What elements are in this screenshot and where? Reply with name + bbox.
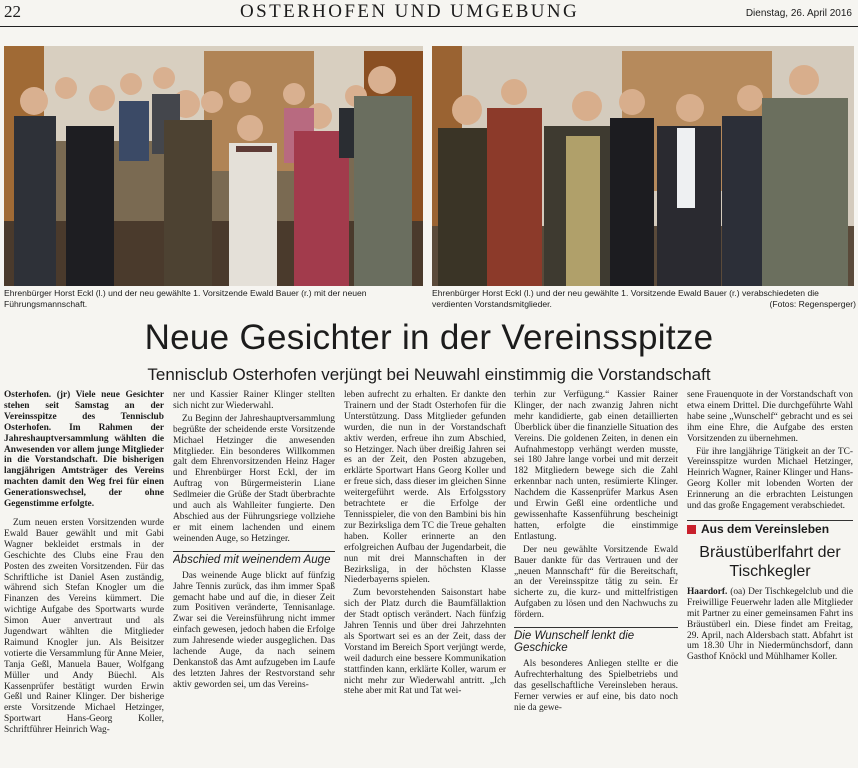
article-column xyxy=(344,390,506,768)
sidebar-header xyxy=(687,520,853,535)
paragraph: Der neu gewählte Vorsitzende Ewald Bauer dankte für das Vertrauen und der „neuen Mannschaft“ für die Bereitschaft, an der Vereinsspitze tätig zu sein. Er sicherte zu, die kurz- und mittelfristigen Aufgaben zu lösen und den Nachwuchs zu fördern. xyxy=(514,544,678,621)
sidebar-text: Haardorf. (oa) Der Tischkegelclub und die Freiwillige Feuerwehr laden alle Mitglieder mit Partner zu einer gemeinsamen Fahrt ins Bräustüberl ein. Diese findet am Freitag, 29. April, nach Aldersbach statt. Abfahrt ist um 18.30 Uhr in Niedermünchsdorf, dann Gasthof Knöckl und Mühlhamer Koller. xyxy=(687,586,853,663)
photo-credit: (Fotos: Regensperger) xyxy=(769,299,856,309)
paragraph: leben aufrecht zu erhalten. Er dankte den Trainern und der Stadt Osterhofen für die Unterstützung. Dass Mitglieder gefunden wurden, die nun in der Vorstandschaft aktiv werden, erfreue ihn zum Abschied, so Hetzinger. Nach über dreißig Jahren sei es an der Zeit, den Posten abzugeben, erklärte Sportwart Hans Georg Koller und er freue sich, dass dieser im gleichen Sinne weitergeführt werde. Als Erfolgsstory betrachtete er die Erfolge der Tennisspieler, die von den Bambini bis hin zur Bezirksliga dem TC die Treue gehalten haben. Koller erinnerte an den erfolgreichen Aufbau der Jugendarbeit, die nun mit drei Mannschaften in der Bezirksliga, in der höchsten Klasse Niederbayerns spielen. xyxy=(344,390,506,586)
paragraph: Das weinende Auge blickt auf fünfzig Jahre Tennis zurück, das ihm immer Spaß gemacht habe und auf die, in dieser Zeit zum Positiven veränderte, Tennisanlage. Zwar sei die Vereinsführung nicht immer einfach gewesen, jedoch haben die Erfolge zum Jahresende wieder ausgeglichen. Das lachende Auge, da nach seinem Denkanstoß das Amt aufzugeben im Laufe des letzten Jahres der Restvorstand sehr aktiv geworden sei, um das Vereins- xyxy=(173,570,335,690)
article-headline: Neue Gesichter in der Vereinsspitze xyxy=(144,318,714,357)
paragraph: sene Frauenquote in der Vorstandschaft von etwa einem Drittel. Die durchgeführte Wahl habe seine „Wunschelf“ gebracht und es sei ihm eine Ehre, die Aufgabe des ersten Vorsitzenden zu übernehmen. xyxy=(687,390,853,444)
issue-date: Dienstag, 26. April 2016 xyxy=(745,8,852,19)
article-subheadline: Tennisclub Osterhofen verjüngt bei Neuwahl einstimmig die Vorstandschaft xyxy=(147,365,711,384)
page-header xyxy=(0,0,858,27)
sidebar-label: Aus dem Vereinsleben xyxy=(701,521,830,536)
dateline: Haardorf. xyxy=(687,586,728,597)
paragraph: Für ihre langjährige Tätigkeit an der TC-Vereinsspitze wurden Michael Hetzinger, Heinrich Wagner, Rainer Klinger und Hans-Georg Koller mit lobenden Worten der Erinnerung an die erbrachten Leistungen und das große Engagement verabschiedet. xyxy=(687,446,853,512)
article-column xyxy=(514,390,678,768)
article-column xyxy=(4,390,164,768)
paragraph: Zum bevorstehenden Saisonstart habe sich der Platz durch die Baumfällaktion der Stadt optisch verändert. Nach fünfzig Jahren Tennis und über drei Jahrzehnten als Sportwart sei es an der Zeit, dass der Vorstand im Bereich Sport verjüngt werde, weil dadurch eine bessere Kommunikation stattfinden kann, erklärte Koller, warum er nicht mehr zur Wiederwahl antritt. „Ich stehe aber mit Rat und Tat wei- xyxy=(344,588,506,697)
caption-text: Ehrenbürger Horst Eckl (l.) und der neu gewählte 1. Vorsitzende Ewald Bauer (r.) verabschiedeten die verdienten Vorstandsmitglieder. xyxy=(432,288,819,309)
section-title: OSTERHOFEN UND UMGEBUNG xyxy=(240,1,580,22)
sidebar-title: Bräustüberlfahrt der Tischkegler xyxy=(699,543,841,580)
photo-caption: Ehrenbürger Horst Eckl (l.) und der neu gewählte 1. Vorsitzende Ewald Bauer (r.) mit der neuen Führungsmannschaft. xyxy=(4,288,367,309)
group-photo-new-board xyxy=(4,46,423,286)
paragraph: Als besonderes Anliegen stellte er die Aufrechterhaltung des Spielbetriebs und das gesellschaftliche Vereinsleben heraus. Ferner verwies er auf eine, bis dato noch nie da gewe- xyxy=(514,659,678,713)
paragraph: Zu Beginn der Jahreshauptversammlung begrüßte der scheidende erste Vorsitzende Michael Hetzinger die anwesenden Mitglieder. Ein besonderes Willkommen galt dem Ehrenvorsitzenden Heinz Hager und Ehrenbürger Horst Eckl, der im Auftrag von Bürgermeisterin Liane Sedlmeier die Grüße der Stadt überbrachte und auch als Wahlleiter fungierte. Den Abschied aus der Führungsriege vollziehe er mit einem lachenden und einem weinenden Auge, so Hetzinger. xyxy=(173,413,335,544)
subheading: Die Wunschelf lenkt die Geschicke xyxy=(514,627,678,654)
page-number: 22 xyxy=(4,2,21,21)
article-column xyxy=(173,390,335,768)
group-photo-farewell xyxy=(432,46,854,286)
subheading: Abschied mit weinendem Auge xyxy=(173,551,335,566)
article-column xyxy=(687,390,853,768)
paragraph: terhin zur Verfügung.“ Kassier Rainer Klinger, der nach zwanzig Jahren nicht mehr kandidierte, gab einen detaillierten Überblick über die finanzielle Situation des Vereins. Die goldenen Zeiten, in denen ein Aufnahmestopp verhängt werden musste, sei 180 Jahre lange vorbei und mit derzeit 182 Mitgliedern bewege sich die Zahl erkennbar nach unten, resümierte Klinger. Nachdem die Kassenprüfer Markus Asen und Erwin Geßl eine ordentliche und gewissenhafte Kassenführung bescheinigt hatten, erfolgte die einstimmige Entlastung. xyxy=(514,390,678,542)
photo-caption xyxy=(432,288,856,310)
lead-paragraph: Osterhofen. (jr) Viele neue Gesichter stehen seit Samstag an der Vereinsspitze des Tennisclub Osterhofen. Im Rahmen der Jahreshauptversammlung wählten die Anwesenden vor allem junge Mitglieder in die Vorstandschaft. Die bisherigen langjährigen Amtsträger des Vereins machten damit den Weg frei für einen Generationswechsel, der ohne Gegenstimme erfolgte. xyxy=(4,390,164,510)
paragraph: ner und Kassier Rainer Klinger stellten sich nicht zur Wiederwahl. xyxy=(173,390,335,411)
paragraph: Zum neuen ersten Vorsitzenden wurde Ewald Bauer gewählt und mit Gabi Wagner bekleidet erstmals in der Geschichte des Clubs eine Frau den Posten des zweiten Vorsitzenden. Für das Schriftliche ist Daniel Asen zuständig, während sich Stefan Knogler um die Finanzen des Vereins kümmert. Die wichtige Aufgabe des Sportwarts wurde Simon Auer anvertraut und als Jugendwart wählten die Mitglieder Raimund Knogler jun. Als Beisitzer votierte die Versammlung für Anne Meier, Tanja Geßl, Manuela Bauer, Wolfgang Müller und Andy Büechl. Als Kassenprüfer bestätigt wurden Erwin Geßl und Rainer Klinger. Der bisherige erste Vorsitzende Michael Hetzinger, Sportwart Hans-Georg Koller, Schriftführer Heinrich Wag- xyxy=(4,517,164,736)
red-square-icon xyxy=(687,525,696,534)
